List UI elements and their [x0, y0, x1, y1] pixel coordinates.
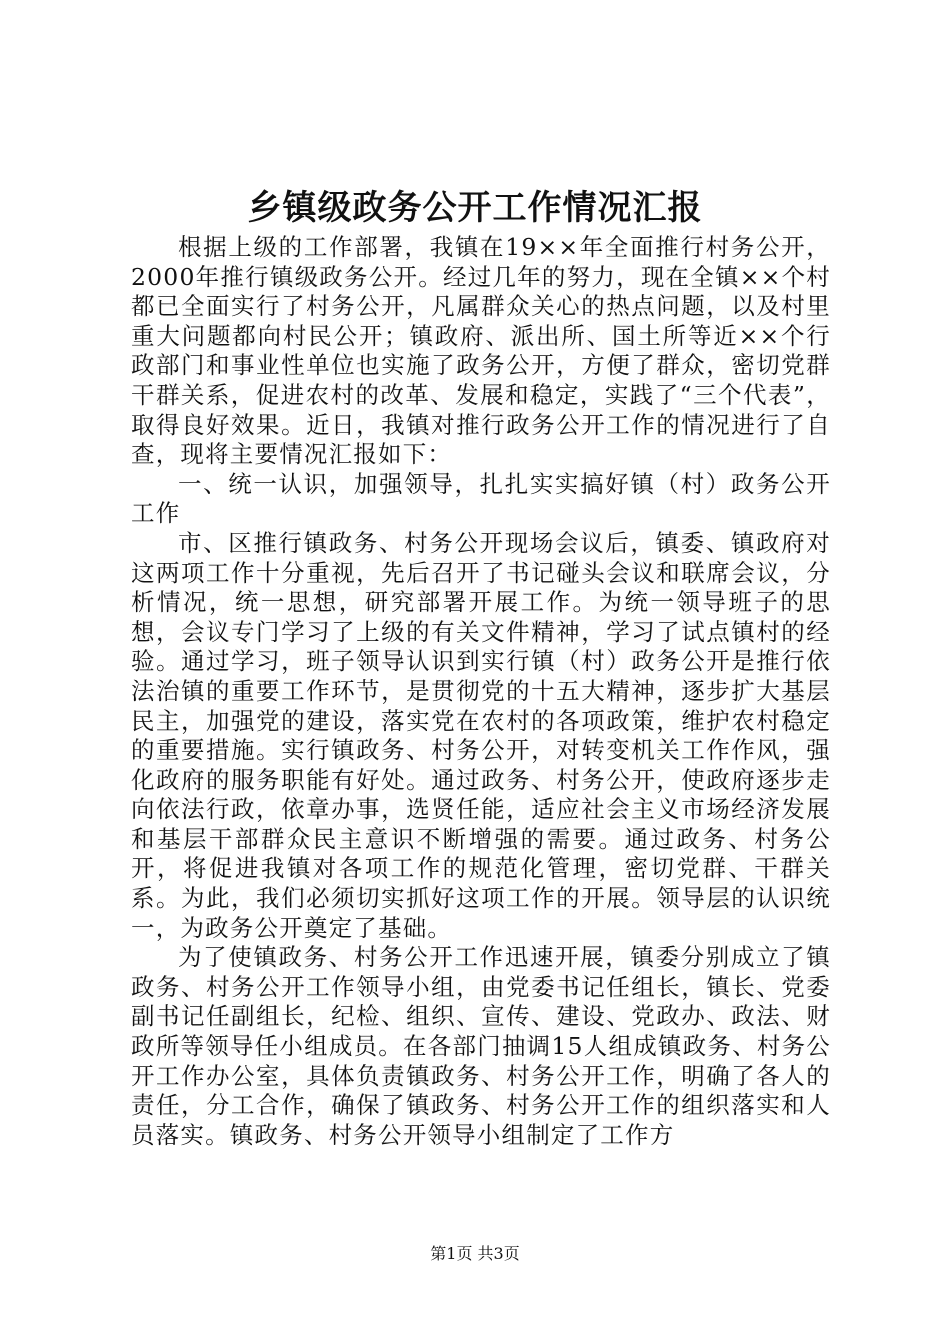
- paragraph-section-1: 市、区推行镇政务、村务公开现场会议后，镇委、镇政府对这两项工作十分重视，先后召开了书记碰头会议和联席会议，分析情况，统一思想，研究部署开展工作。为统一领导班子的思想，会议专门学习了上级的有关文件精神，学习了试点镇村的经验。通过学习，班子领导认识到实行镇（村）政务公开是推行依法治镇的重要工作环节，是贯彻党的十五大精神，逐步扩大基层民主，加强党的建设，落实党在农村的各项政策，维护农村稳定的重要措施。实行镇政务、村务公开，对转变机关工作作风，强化政府的服务职能有好处。通过政务、村务公开，使政府逐步走向依法行政，依章办事，选贤任能，适应社会主义市场经济发展和基层干部群众民主意识不断增强的需要。通过政务、村务公开，将促进我镇对各项工作的规范化管理，密切党群、干群关系。为此，我们必须切实抓好这项工作的开展。领导层的认识统一，为政务公开奠定了基础。: [131, 528, 831, 942]
- page-footer: 第1页 共3页: [430, 1244, 520, 1263]
- section-heading-1: 一、统一认识，加强领导，扎扎实实搞好镇（村）政务公开工作: [131, 469, 831, 528]
- document-title: 乡镇级政务公开工作情况汇报: [247, 188, 703, 228]
- paragraph-intro: 根据上级的工作部署，我镇在19××年全面推行村务公开，2000年推行镇级政务公开。经过几年的努力，现在全镇××个村都已全面实行了村务公开，凡属群众关心的热点问题，以及村里重大问题都向村民公开；镇政府、派出所、国土所等近××个行政部门和事业性单位也实施了政务公开，方便了群众，密切党群干群关系，促进农村的改革、发展和稳定，实践了“三个代表”，取得良好效果。近日，我镇对推行政务公开工作的情况进行了自查，现将主要情况汇报如下：: [131, 233, 831, 469]
- document-body: [131, 233, 831, 1150]
- paragraph-section-1-continued: 为了使镇政务、村务公开工作迅速开展，镇委分别成立了镇政务、村务公开工作领导小组，由党委书记任组长，镇长、党委副书记任副组长，纪检、组织、宣传、建设、党政办、政法、财政所等领导任小组成员。在各部门抽调15人组成镇政务、村务公开工作办公室，具体负责镇政务、村务公开工作，明确了各人的责任，分工合作，确保了镇政务、村务公开工作的组织落实和人员落实。镇政务、村务公开领导小组制定了工作方: [131, 943, 831, 1149]
